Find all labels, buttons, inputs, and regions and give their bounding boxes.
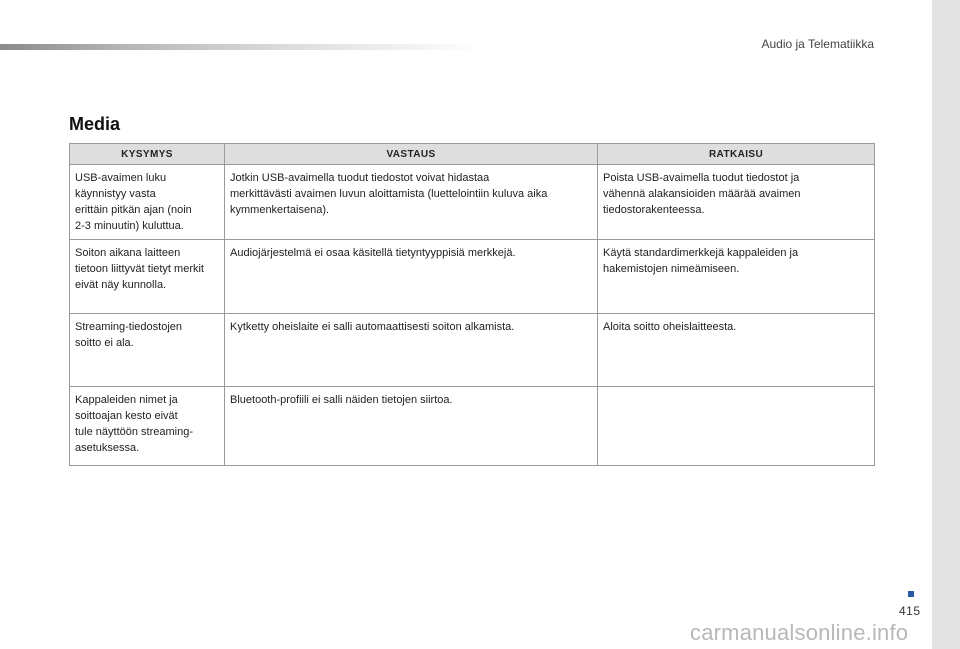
media-troubleshooting-table [69,143,875,466]
column-header-solution: RATKAISU [598,144,875,165]
side-strip [932,0,960,649]
cell-solution [598,387,875,466]
cell-question: USB-avaimen luku käynnistyy vasta erittäin pitkän ajan (noin 2-3 minuutin) kuluttua. [70,165,225,240]
section-header: Audio ja Telematiikka [761,37,874,51]
page-number: 415 [899,604,921,618]
watermark: carmanualsonline.info [690,620,909,645]
table-header-row [70,144,875,165]
cell-solution: Aloita soitto oheislaitteesta. [598,314,875,387]
column-header-answer: VASTAUS [225,144,598,165]
table-row [70,240,875,314]
cell-answer: Jotkin USB-avaimella tuodut tiedostot voivat hidastaa merkittävästi avaimen luvun aloittamista (luettelointiin kuluva aika kymmenkertaisena). [225,165,598,240]
cell-solution: Poista USB-avaimella tuodut tiedostot ja vähennä alakansioiden määrää avaimen tiedostorakenteessa. [598,165,875,240]
cell-answer: Bluetooth-profiili ei salli näiden tietojen siirtoa. [225,387,598,466]
cell-answer: Audiojärjestelmä ei osaa käsitellä tietyntyyppisiä merkkejä. [225,240,598,314]
cell-solution: Käytä standardimerkkejä kappaleiden ja hakemistojen nimeämiseen. [598,240,875,314]
header-gradient-bar [0,44,480,50]
cell-question: Soiton aikana laitteen tietoon liittyvät tietyt merkit eivät näy kunnolla. [70,240,225,314]
table-row [70,387,875,466]
cell-question: Kappaleiden nimet ja soittoajan kesto eivät tule näyttöön streaming- asetuksessa. [70,387,225,466]
cell-question: Streaming-tiedostojen soitto ei ala. [70,314,225,387]
table-row [70,314,875,387]
table-row [70,165,875,240]
page-title: Media [69,114,121,134]
page-marker [908,591,914,597]
cell-answer: Kytketty oheislaite ei salli automaattisesti soiton alkamista. [225,314,598,387]
column-header-question: KYSYMYS [70,144,225,165]
